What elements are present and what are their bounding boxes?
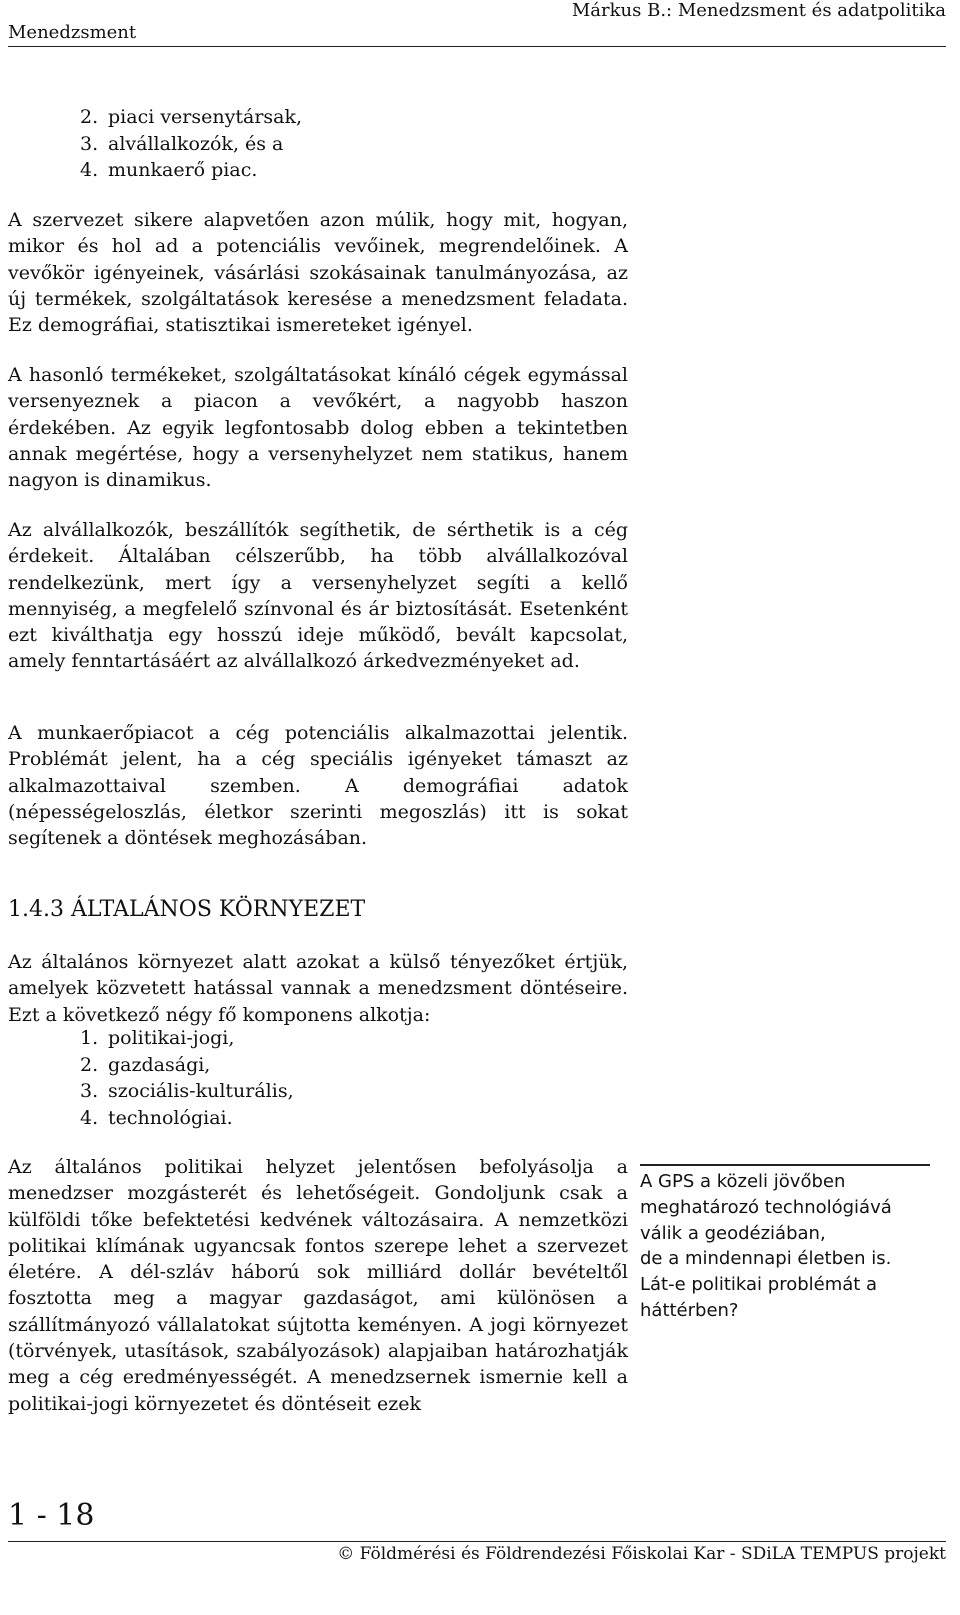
running-header-right: Márkus B.: Menedzsment és adatpolitika	[571, 0, 946, 21]
list-number: 1.	[80, 1027, 99, 1049]
footer-copyright: © Földmérési és Földrendezési Főiskolai Kar - SDiLA TEMPUS projekt	[337, 1544, 946, 1564]
list-number: 4.	[80, 1106, 99, 1129]
list-item	[0, 1052, 294, 1079]
sidebar-line: meghatározó technológiává	[640, 1196, 892, 1218]
sidebar-line: válik a geodéziában,	[640, 1222, 826, 1244]
list-text: gazdasági,	[108, 1053, 211, 1076]
sidebar-line: A GPS a közeli jövőben	[640, 1171, 846, 1192]
list-text: politikai-jogi,	[108, 1027, 235, 1049]
page-number: 1 - 18	[8, 1498, 95, 1533]
component-list	[0, 1025, 294, 1131]
list-text: piaci versenytársak,	[108, 106, 303, 128]
list-number: 3.	[80, 132, 99, 155]
list-number: 4.	[80, 159, 99, 181]
sidebar-line: Lát-e politikai problémát a	[640, 1274, 878, 1296]
list-item	[0, 131, 302, 158]
running-header-left: Menedzsment	[8, 22, 137, 43]
sidebar-line: háttérben?	[640, 1299, 739, 1321]
list-item	[0, 104, 302, 131]
list-item	[0, 157, 302, 184]
list-text: technológiai.	[108, 1106, 233, 1129]
list-item	[0, 1025, 294, 1052]
header-divider	[8, 46, 946, 47]
paragraph-customers: A szervezet sikere alapvetően azon múlik, hogy mit, hogyan, mikor és hol ad a potenciális vevőinek, megrendelőinek. A vevőkör igényeinek, vásárlási szokásainak tanulmányozása, az új termékek, szolgáltatások keresése a menedzsment feladata. Ez demográfiai, statisztikai ismereteket igényel.	[8, 209, 628, 337]
list-number: 2.	[80, 106, 99, 128]
paragraph-political-environment: Az általános politikai helyzet jelentősen befolyásolja a menedzser mozgásterét és lehetőségeit. Gondoljunk csak a külföldi tőke befektetési kedvének változásaira. A nemzetközi politikai klímának ugyancsak fontos szerepe lehet a szervezet életére. A dél-szláv háború sok milliárd dollár bevételtől fosztotta meg a magyar gazdaságot, ami különösen a szállítmányozó vállalatokat sújtotta keményen. A jogi környezet (törvények, utasítások, szabályozások) alapjaiban határozhatják meg a cég eredményességét. A menedzsernek ismernie kell a politikai-jogi környezetet és döntéseit ezek	[8, 1156, 628, 1415]
sidebar-divider	[640, 1164, 930, 1166]
list-number: 3.	[80, 1080, 99, 1102]
paragraph-labour-market: A munkaerőpiacot a cég potenciális alkalmazottai jelentik. Problémát jelent, ha a cég speciális igényeket támaszt az alkalmazottaival szemben. A demográfiai adatok (népességeloszlás, életkor szerinti megoszlás) itt is sokat segítenek a döntések meghozásában.	[8, 722, 628, 850]
sidebar-line: de a mindennapi életben is.	[640, 1248, 892, 1270]
list-text: szociális-kulturális,	[108, 1080, 294, 1102]
sidebar-question	[640, 1169, 940, 1324]
paragraph-competitors: A hasonló termékeket, szolgáltatásokat kínáló cégek egymással versenyeznek a piacon a vevőkért, a nagyobb haszon érdekében. Az egyik legfontosabb dolog ebben a tekintetben annak megértése, hogy a versenyhelyzet nem statikus, hanem nagyon is dinamikus.	[8, 364, 628, 492]
list-item	[0, 1078, 294, 1105]
section-heading: 1.4.3 ÁLTALÁNOS KÖRNYEZET	[8, 897, 366, 922]
footer-divider	[8, 1541, 946, 1542]
list-item	[0, 1105, 294, 1132]
list-text: alvállalkozók, és a	[108, 132, 284, 155]
paragraph-general-environment: Az általános környezet alatt azokat a külső tényezőket értjük, amelyek közvetett hatással vannak a menedzsment döntéseire. Ezt a következő négy fő komponens alkotja:	[8, 951, 628, 1026]
market-list	[0, 104, 302, 184]
paragraph-subcontractors: Az alvállalkozók, beszállítók segíthetik, de sérthetik is a cég érdekeit. Általában célszerűbb, ha több alvállalkozóval rendelkezünk, mert így a versenyhelyzet segíti a kellő mennyiség, a megfelelő színvonal és ár biztosítását. Esetenként ezt kiválthatja egy hosszú ideje működő, bevált kapcsolat, amely fenntartásáért az alvállalkozó árkedvezményeket ad.	[8, 519, 628, 673]
list-text: munkaerő piac.	[108, 159, 258, 181]
list-number: 2.	[80, 1053, 99, 1076]
